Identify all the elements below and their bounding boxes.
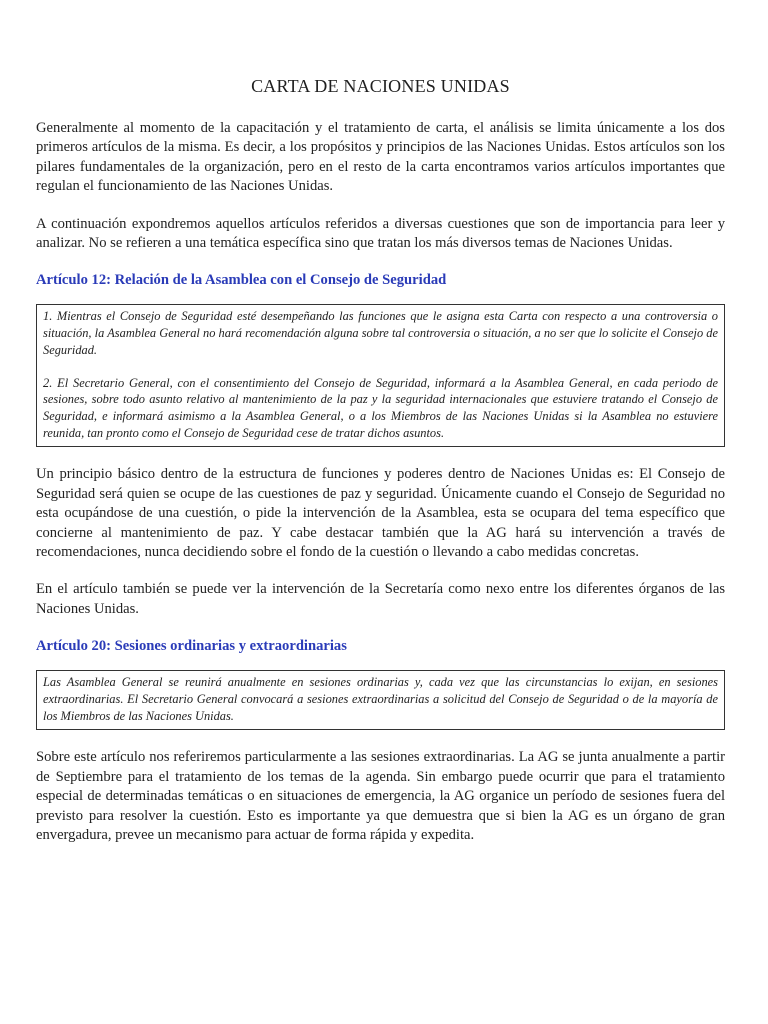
- article-12-heading: Artículo 12: Relación de la Asamblea con el Consejo de Seguridad: [36, 272, 447, 289]
- article-20-heading: Artículo 20: Sesiones ordinarias y extraordinarias: [36, 638, 347, 655]
- article-12-quote-box: [36, 304, 725, 447]
- intro-paragraph-2: A continuación expondremos aquellos artículos referidos a diversas cuestiones que son de importancia para leer y analizar. No se refieren a una temática específica sino que tratan los más diversos temas de Naciones Unidas.: [36, 215, 725, 252]
- article-12-clause-1: 1. Mientras el Consejo de Seguridad esté desempeñando las funciones que le asigna esta Carta con respecto a una controversia o situación, la Asamblea General no hará recomendación alguna sobre tal controversia o situación, a no ser que lo solicite el Consejo de Seguridad.: [43, 309, 718, 357]
- article-20-commentary: Sobre este artículo nos referiremos particularmente a las sesiones extraordinarias. La AG se junta anualmente a partir de Septiembre para el tratamiento de los temas de la agenda. Sin embargo puede ocurrir que para el tratamiento especial de determinadas temáticas o en situaciones de emergencia, la AG organice un período de sesiones fuera del previsto para resolver la cuestión. Esto es importante ya que demuestra que si bien la AG es un órgano de gran envergadura, prevee un mecanismo para actuar de forma rápida y expedita.: [36, 749, 725, 843]
- article-12-commentary-2: En el artículo también se puede ver la intervención de la Secretaría como nexo entre los diferentes órganos de las Naciones Unidas.: [36, 581, 725, 617]
- document-page: [36, 70, 725, 863]
- document-title: CARTA DE NACIONES UNIDAS: [251, 76, 510, 96]
- article-20-clause: Las Asamblea General se reunirá anualmente en sesiones ordinarias y, cada vez que las circunstancias lo exijan, en sesiones extraordinarias. El Secretario General convocará a sesiones extraordinarias a solicitud del Consejo de Seguridad o de la mayoría de los Miembros de las Naciones Unidas.: [43, 675, 718, 723]
- article-12-clause-2: 2. El Secretario General, con el consentimiento del Consejo de Seguridad, informará a la Asamblea General, en cada periodo de sesiones, sobre todo asunto relativo al mantenimiento de la paz y la seguridad internacionales que estuviere tratando el Consejo de Seguridad, e informará asimismo a la Asamblea General, o a los Miembros de las Naciones Unidas si la Asamblea no estuviere reunida, tan pronto como el Consejo de Seguridad cese de tratar dichos asuntos.: [43, 375, 718, 440]
- article-20-quote-box: [36, 670, 725, 730]
- article-12-commentary-1: Un principio básico dentro de la estructura de funciones y poderes dentro de Naciones Unidas es: El Consejo de Seguridad será quien se ocupe de las cuestiones de paz y seguridad. Únicamente cuando el Consejo de Seguridad no esta ocupándose de una cuestión, o pide la intervención de la Asamblea, esta se ocupara del tema específico que concierne al mantenimiento de paz. Y cabe destacar también que la AG hará su intervención a través de recomendaciones, nunca decidiendo sobre el fondo de la cuestión o llevando a cabo medidas concretas.: [36, 466, 725, 560]
- intro-paragraph-1: Generalmente al momento de la capacitación y el tratamiento de carta, el análisis se limita únicamente a los dos primeros artículos de la misma. Es decir, a los propósitos y principios de las Naciones Unidas. Estos artículos son los pilares fundamentales de la organización, pero en el resto de la carta encontramos varios artículos importantes que regulan el funcionamiento de las Naciones Unidas.: [36, 120, 725, 195]
